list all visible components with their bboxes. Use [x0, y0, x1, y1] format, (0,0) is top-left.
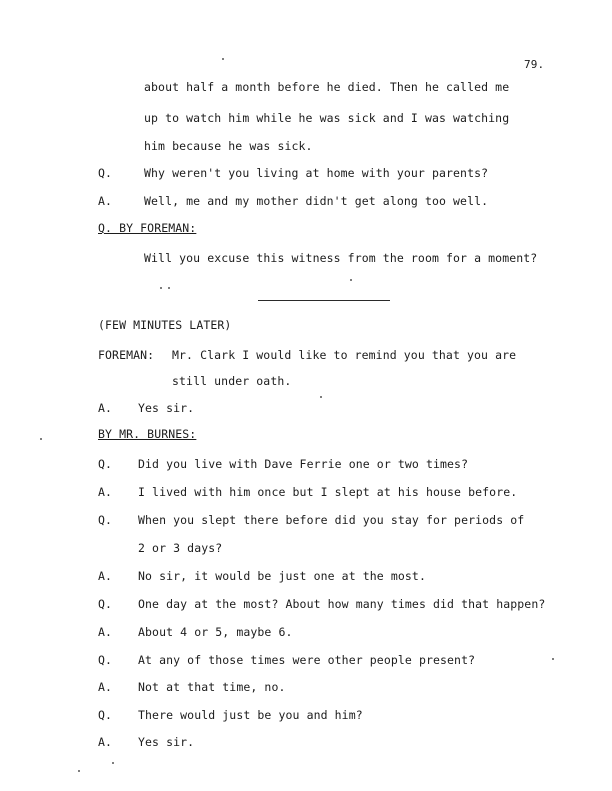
transcript-line: him because he was sick.: [144, 139, 313, 153]
speaker-label: A.: [98, 735, 113, 749]
answer-text: Yes sir.: [138, 735, 195, 749]
question-text: When you slept there before did you stay for periods of: [138, 513, 525, 527]
answer-text: Yes sir.: [138, 401, 195, 415]
scan-speck: [222, 58, 224, 60]
scan-speck: [112, 762, 114, 764]
answer-text: No sir, it would be just one at the most.: [138, 569, 426, 583]
speaker-label: A.: [98, 625, 113, 639]
scan-speck: [40, 438, 42, 440]
speaker-label: Q.: [98, 457, 113, 471]
question-text: Why weren't you living at home with your parents?: [144, 166, 489, 180]
section-divider: [258, 300, 390, 301]
scan-speck: [168, 287, 170, 289]
answer-text: About 4 or 5, maybe 6.: [138, 625, 293, 639]
scan-speck: [78, 770, 80, 772]
speaker-label: A.: [98, 680, 113, 694]
answer-text: I lived with him once but I slept at his house before.: [138, 485, 518, 499]
speaker-label: Q.: [98, 653, 113, 667]
speaker-label: A.: [98, 194, 113, 208]
transcript-line: Will you excuse this witness from the room for a moment?: [144, 251, 538, 265]
question-text: Did you live with Dave Ferrie one or two times?: [138, 457, 469, 471]
transcript-line: still under oath.: [172, 374, 292, 388]
transcript-line: Mr. Clark I would like to remind you that you are: [172, 348, 517, 362]
transcript-line: about half a month before he died. Then he called me: [144, 80, 510, 94]
transcript-line: up to watch him while he was sick and I was watching: [144, 111, 510, 125]
question-text: One day at the most? About how many times did that happen?: [138, 597, 546, 611]
scan-speck: [552, 658, 554, 660]
speaker-label: Q.: [98, 708, 113, 722]
speaker-label: A.: [98, 401, 113, 415]
question-text: There would just be you and him?: [138, 708, 363, 722]
section-heading: Q. BY FOREMAN:: [98, 221, 197, 235]
speaker-label: Q.: [98, 166, 113, 180]
scan-speck: [160, 287, 162, 289]
question-text: 2 or 3 days?: [138, 541, 223, 555]
speaker-label: A.: [98, 485, 113, 499]
answer-text: Well, me and my mother didn't get along too well.: [144, 194, 489, 208]
scan-speck: [350, 279, 352, 281]
speaker-label: FOREMAN:: [98, 348, 155, 362]
page-number: 79.: [524, 58, 545, 71]
section-heading: (FEW MINUTES LATER): [98, 318, 232, 332]
speaker-label: A.: [98, 569, 113, 583]
question-text: At any of those times were other people present?: [138, 653, 476, 667]
speaker-label: Q.: [98, 597, 113, 611]
speaker-label: Q.: [98, 513, 113, 527]
answer-text: Not at that time, no.: [138, 680, 286, 694]
section-heading: BY MR. BURNES:: [98, 427, 197, 441]
scan-speck: [320, 396, 322, 398]
